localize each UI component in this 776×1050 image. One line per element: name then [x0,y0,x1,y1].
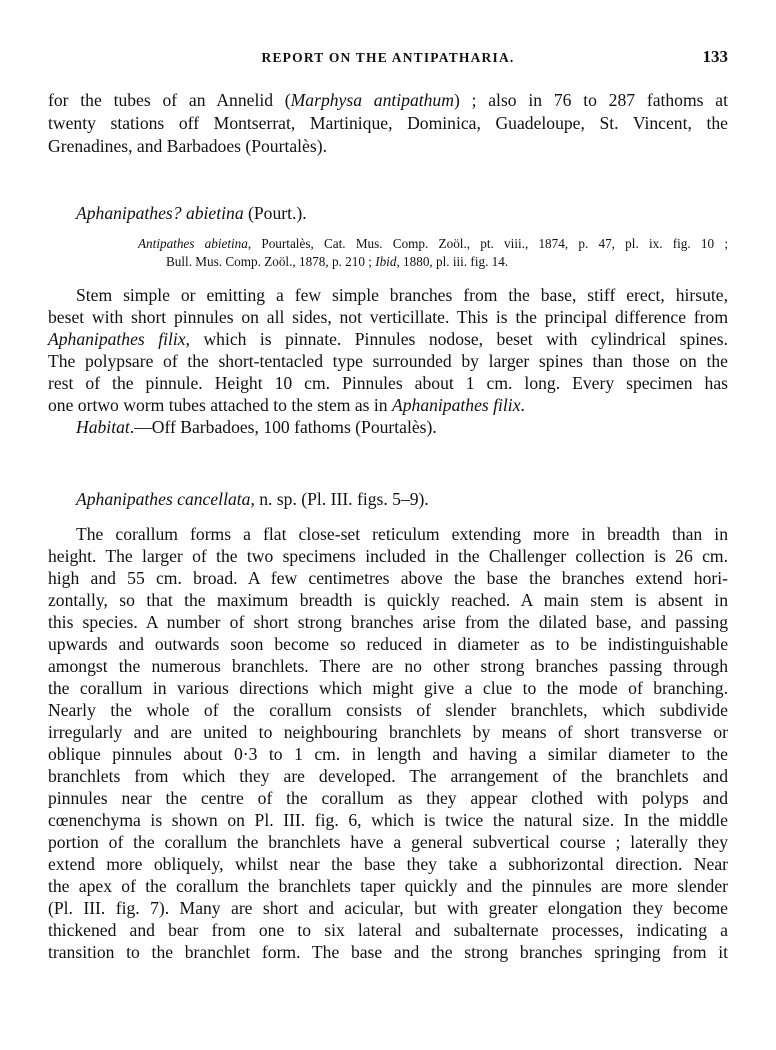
text-line: Aphanipathes filix, which is pinnate. Pinnules nodose, beset with cylindrical spines. [48,329,728,349]
running-header [48,47,728,71]
synonymy-line: Antipathes abietina, Pourtalès, Cat. Mus. Comp. Zoöl., pt. viii., 1874, p. 47, pl. ix. fig. 10 ; [138,236,728,251]
text-line: upwards and outwards soon become so reduced in diameter as to be indistinguishable [48,634,728,654]
text-line: portion of the corallum the branchlets have a general subvertical course ; laterally they [48,832,728,852]
text-line: Nearly the whole of the corallum consists of slender branchlets, which subdivide [48,700,728,720]
text-line: the apex of the corallum the branchlets taper quickly and the pinnules are more slender [48,876,728,896]
text-line: branchlets from which they are developed. The arrangement of the branchlets and [48,766,728,786]
text-line: cœnenchyma is shown on Pl. III. fig. 6, which is twice the natural size. In the middle [48,810,728,830]
text-line: beset with short pinnules on all sides, not verticillate. This is the principal difference from [48,307,728,327]
text-line: height. The larger of the two specimens included in the Challenger collection is 26 cm. [48,546,728,566]
text-line: extend more obliquely, whilst near the base they take a subhorizontal direction. Near [48,854,728,874]
species-heading: Aphanipathes cancellata, n. sp. (Pl. III. figs. 5–9). [76,489,429,509]
text-line: The polypsare of the short-tentacled type surrounded by larger spines than those on the [48,351,728,371]
text-line: Stem simple or emitting a few simple branches from the base, stiff erect, hirsute, [76,285,728,305]
text-line: rest of the pinnule. Height 10 cm. Pinnules about 1 cm. long. Every specimen has [48,373,728,393]
text-line: high and 55 cm. broad. A few centimetres above the base the branches extend hori- [48,568,728,588]
text-line: this species. A number of short strong branches arise from the dilated base, and passing [48,612,728,632]
text-line: (Pl. III. fig. 7). Many are short and acicular, but with greater elongation they become [48,898,728,918]
text-line: irregularly and are united to neighbouring branchlets by means of short transverse or [48,722,728,742]
species-heading: Aphanipathes? abietina (Pourt.). [76,203,307,223]
text-line: amongst the numerous branchlets. There are no other strong branches passing through [48,656,728,676]
text-line: pinnules near the centre of the corallum as they appear clothed with polyps and [48,788,728,808]
text-line: the corallum in various directions which might give a clue to the mode of branching. [48,678,728,698]
synonymy-line: Bull. Mus. Comp. Zoöl., 1878, p. 210 ; Ibid, 1880, pl. iii. fig. 14. [166,254,509,269]
text-line: thickened and bear from one to six lateral and subalternate processes, indicating a [48,920,728,940]
page-number: 133 [702,47,728,66]
text-line: oblique pinnules about 0·3 to 1 cm. in length and having a similar diameter to the [48,744,728,764]
header-title: REPORT ON THE ANTIPATHARIA. [261,50,515,65]
habitat-line: Habitat.—Off Barbadoes, 100 fathoms (Pourtalès). [76,417,437,437]
text-line: transition to the branchlet form. The base and the strong branches springing from it [48,942,728,962]
text-line: twenty stations off Montserrat, Martinique, Dominica, Guadeloupe, St. Vincent, the [48,113,728,133]
text-line: for the tubes of an Annelid (Marphysa antipathum) ; also in 76 to 287 fathoms at [48,90,728,110]
text-line: one ortwo worm tubes attached to the stem as in Aphanipathes filix. [48,395,525,415]
text-line: zontally, so that the maximum breadth is quickly reached. A main stem is absent in [48,590,728,610]
taxon-name: Marphysa antipathum [290,90,454,110]
text-line: Grenadines, and Barbadoes (Pourtalès). [48,136,327,156]
text-line: The corallum forms a flat close-set reticulum extending more in breadth than in [76,524,728,544]
